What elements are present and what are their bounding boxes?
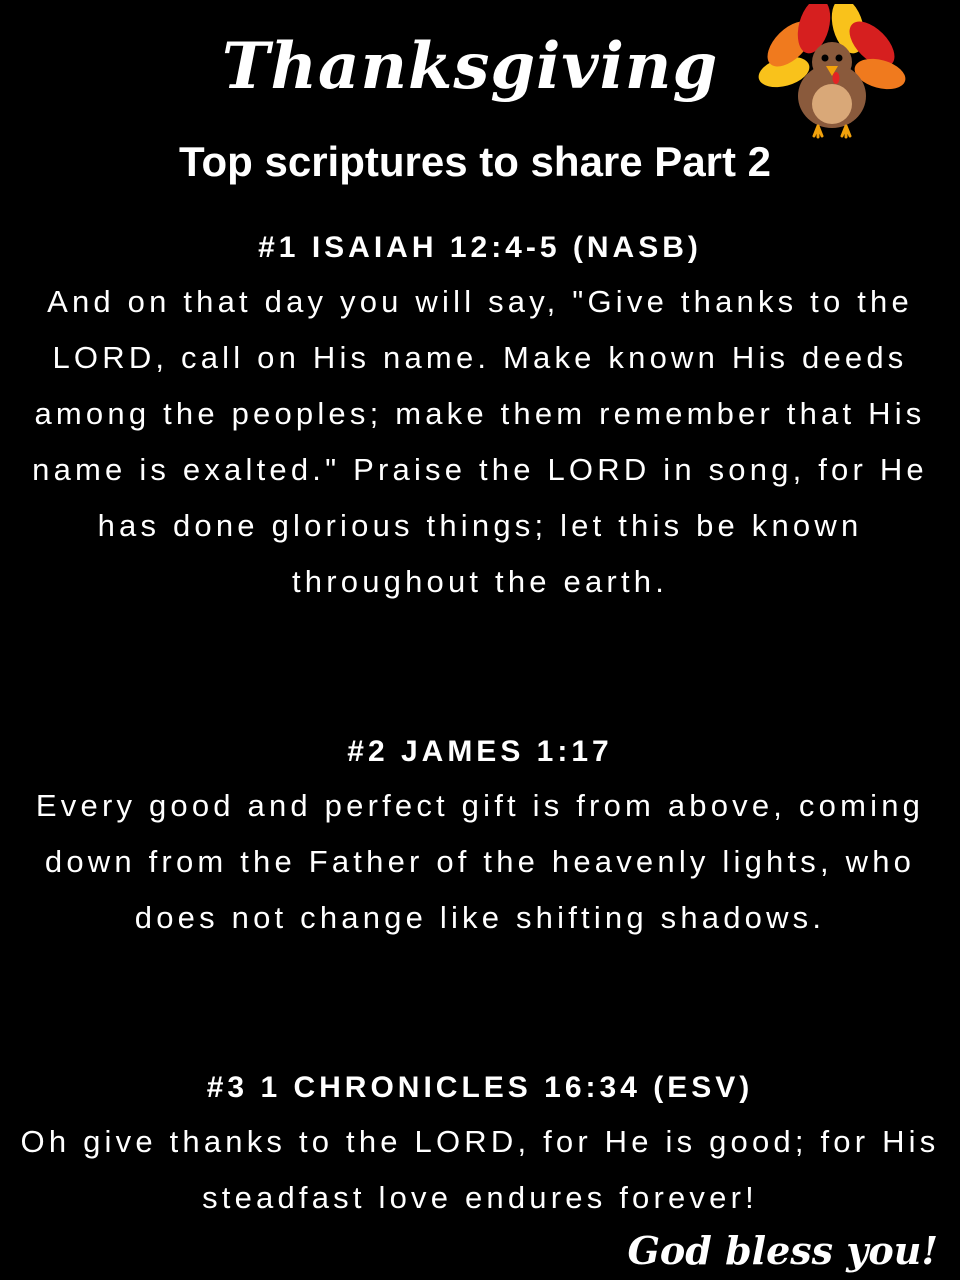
verse-text: And on that day you will say, "Give thanks to the LORD, call on His name. Make known His deeds among the peoples; make them remember that His name is exalted." Praise the LORD in song, for He has done glorious things; let this be known throughout the earth. — [32, 284, 928, 599]
verse-text: Oh give thanks to the LORD, for He is good; for His steadfast love endures forever! — [20, 1124, 940, 1215]
verse-heading: #2 JAMES 1:17 — [347, 735, 613, 768]
turkey-icon — [752, 4, 912, 140]
verse-heading: #1 ISAIAH 12:4-5 (NASB) — [258, 231, 702, 264]
verse-block-james — [0, 730, 960, 946]
verse-text: Every good and perfect gift is from above, coming down from the Father of the heavenly lights, who does not change like shifting shadows. — [35, 788, 925, 935]
page-subtitle: Top scriptures to share Part 2 — [178, 138, 772, 185]
verse-block-chronicles — [0, 1066, 960, 1226]
verse-block-isaiah — [0, 226, 960, 610]
signoff-text: God bless you! — [627, 1228, 938, 1273]
page-title: Thanksgiving — [221, 29, 719, 104]
verse-heading: #3 1 CHRONICLES 16:34 (ESV) — [206, 1071, 754, 1104]
